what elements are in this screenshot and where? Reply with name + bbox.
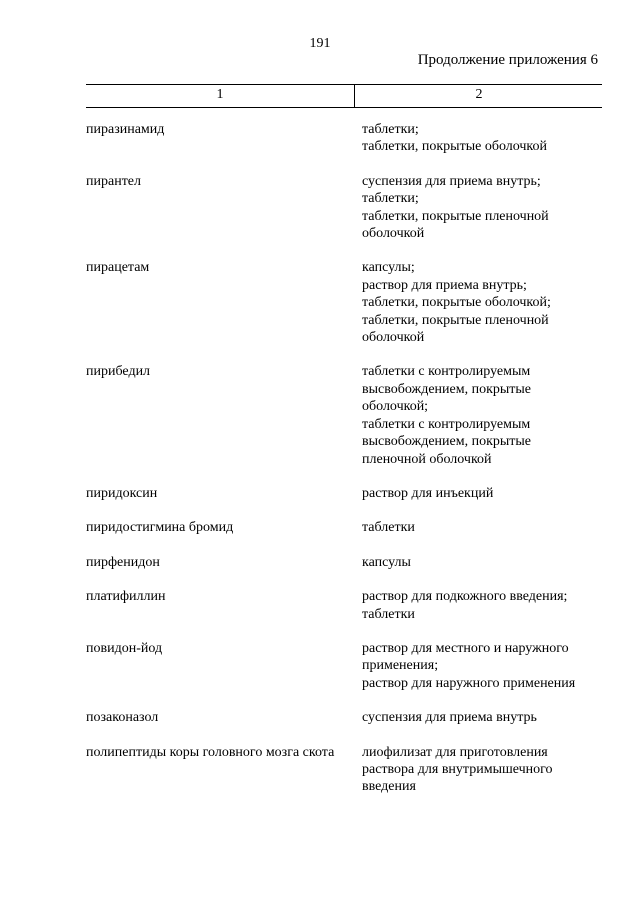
dosage-forms — [362, 121, 606, 156]
dosage-form-line: таблетки, покрытые пленочной — [362, 208, 549, 224]
dosage-form-line: оболочкой; — [362, 399, 429, 415]
dosage-form-line: применения; — [362, 658, 439, 674]
dosage-form-line: высвобождением, покрытые — [362, 434, 532, 450]
dosage-form-line: таблетки; — [362, 122, 419, 137]
continuation-label: Продолжение приложения 6 — [417, 52, 598, 68]
drug-name: пиразинамид — [86, 122, 165, 137]
dosage-form-line: высвобождением, покрытые — [362, 381, 532, 397]
dosage-forms — [362, 554, 606, 571]
dosage-forms — [362, 485, 606, 502]
table-row — [86, 485, 606, 502]
dosage-form-line: таблетки — [362, 520, 415, 536]
dosage-form-line: таблетки с контролируемым — [362, 364, 531, 380]
column-divider — [354, 85, 355, 107]
drug-list — [86, 121, 606, 813]
dosage-forms — [362, 173, 606, 243]
dosage-forms — [362, 744, 606, 796]
dosage-form-line: суспензия для приема внутрь — [362, 710, 537, 726]
dosage-form-line: капсулы; — [362, 260, 415, 276]
table-row — [86, 519, 606, 536]
page-number: 191 — [309, 36, 331, 51]
dosage-form-line: оболочкой — [362, 330, 425, 346]
table-row — [86, 363, 606, 467]
dosage-form-line: лиофилизат для приготовления — [362, 744, 548, 760]
table-row — [86, 744, 606, 796]
dosage-form-line: таблетки — [362, 606, 415, 622]
dosage-form-line: раствор для наружного применения — [362, 675, 576, 691]
dosage-forms — [362, 640, 606, 692]
drug-name: пиридостигмина бромид — [86, 520, 234, 536]
dosage-form-line: таблетки, покрытые оболочкой — [362, 139, 548, 155]
table-header — [86, 84, 602, 108]
dosage-forms — [362, 588, 606, 623]
dosage-forms — [362, 363, 606, 467]
drug-name: пирантел — [86, 173, 142, 189]
dosage-form-line: раствор для местного и наружного — [362, 640, 569, 656]
dosage-form-line: таблетки; — [362, 191, 419, 207]
drug-name: пирибедил — [86, 364, 151, 380]
table-row — [86, 554, 606, 571]
drug-name: позаконазол — [86, 710, 159, 726]
dosage-form-line: раствор для приема внутрь; — [362, 277, 527, 293]
dosage-form-line: таблетки, покрытые оболочкой; — [362, 295, 551, 311]
table-row — [86, 121, 606, 156]
table-row — [86, 709, 606, 726]
drug-name: полипептиды коры головного мозга скота — [86, 744, 335, 760]
column-header-1: 1 — [216, 87, 224, 102]
column-header-2: 2 — [475, 87, 483, 102]
table-row — [86, 640, 606, 692]
table-row — [86, 173, 606, 243]
dosage-forms — [362, 259, 606, 346]
dosage-form-line: раствора для внутримышечного — [362, 761, 553, 777]
dosage-forms — [362, 519, 606, 536]
drug-name: пирацетам — [86, 260, 150, 276]
table-row — [86, 259, 606, 346]
dosage-forms — [362, 709, 606, 726]
dosage-form-line: капсулы — [362, 554, 411, 570]
dosage-form-line: таблетки, покрытые пленочной — [362, 312, 549, 328]
drug-name: повидон-йод — [86, 640, 163, 656]
drug-name: пиридоксин — [86, 485, 158, 501]
dosage-form-line: раствор для инъекций — [362, 485, 494, 501]
dosage-form-line: суспензия для приема внутрь; — [362, 173, 541, 189]
dosage-form-line: пленочной оболочкой — [362, 451, 492, 467]
dosage-form-line: введения — [362, 779, 416, 795]
drug-name: платифиллин — [86, 589, 166, 605]
table-row — [86, 588, 606, 623]
dosage-form-line: таблетки с контролируемым — [362, 416, 531, 432]
drug-name: пирфенидон — [86, 554, 160, 570]
dosage-form-line: раствор для подкожного введения; — [362, 589, 568, 605]
dosage-form-line: оболочкой — [362, 226, 425, 242]
